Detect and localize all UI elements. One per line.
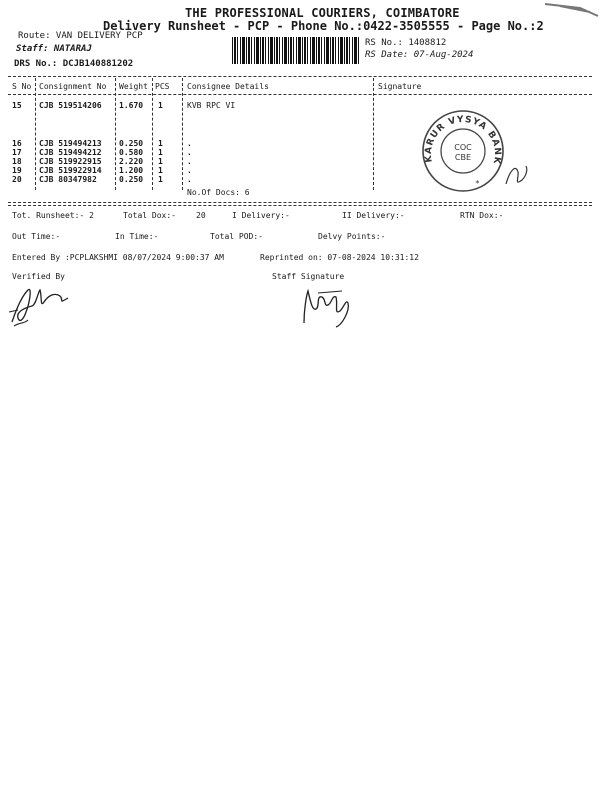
table-row-weight: 1.200 — [119, 166, 144, 175]
table-top-rule — [8, 76, 592, 77]
staff-label: Staff: NATARAJ — [16, 44, 92, 54]
table-row-pcs: 1 — [158, 175, 163, 184]
table-row-weight: 0.250 — [119, 175, 144, 184]
col-header-consignee: Consignee Details — [187, 82, 269, 91]
rs-date: RS Date: 07-Aug-2024 — [365, 50, 474, 60]
table-row-weight: 0.250 — [119, 139, 144, 148]
table-row-sno: 15 — [12, 101, 22, 110]
table-row-pcs: 1 — [158, 139, 163, 148]
table-row-pcs: 1 — [158, 148, 163, 157]
stamp-line1: COC — [454, 143, 472, 152]
table-row-weight: 0.580 — [119, 148, 144, 157]
col-header-weight: Weight — [119, 82, 148, 91]
tot-runsheet: Tot. Runsheet:- 2 — [12, 211, 94, 220]
corner-mark — [540, 0, 600, 22]
col-divider — [35, 78, 36, 190]
table-row-sno: 16 — [12, 139, 22, 148]
entered-by: Entered By :PCPLAKSHMI 08/07/2024 9:00:37 AM — [12, 253, 224, 262]
table-row-consignee: . — [187, 175, 192, 184]
table-row-consignment: CJB 80347982 — [39, 175, 97, 184]
col-divider — [182, 78, 183, 190]
in-time: In Time:- — [115, 232, 159, 241]
table-row-consignee: . — [187, 166, 192, 175]
verifier-signature — [6, 282, 76, 330]
table-header-rule — [8, 94, 592, 95]
table-row-sno: 17 — [12, 148, 22, 157]
table-row-consignment: CJB 519514206 — [39, 101, 102, 110]
total-dox-value: 20 — [196, 211, 206, 220]
table-row-weight: 1.670 — [119, 101, 144, 110]
table-row-sno: 19 — [12, 166, 22, 175]
table-row-pcs: 1 — [158, 101, 163, 110]
totals-top-rule — [8, 202, 592, 203]
table-row-consignment: CJB 519494213 — [39, 139, 102, 148]
table-row-consignment: CJB 519494212 — [39, 148, 102, 157]
totals-top-rule-2 — [8, 205, 592, 206]
table-row-consignee: . — [187, 139, 192, 148]
total-pod: Total POD:- — [210, 232, 263, 241]
col-divider — [373, 78, 374, 190]
i-delivery: I Delivery:- — [232, 211, 290, 220]
ii-delivery: II Delivery:- — [342, 211, 405, 220]
table-row-consignee: . — [187, 157, 192, 166]
table-row-consignment: CJB 519922915 — [39, 157, 102, 166]
staff-signature-label: Staff Signature — [272, 272, 345, 281]
reprinted-on: Reprinted on: 07-08-2024 10:31:12 — [260, 253, 419, 262]
table-row-sno: 18 — [12, 157, 22, 166]
total-dox-label: Total Dox:- — [123, 211, 176, 220]
table-row-consignee: KVB RPC VI — [187, 101, 236, 110]
delvy-points: Delvy Points:- — [318, 232, 386, 241]
drs-number: DRS No.: DCJB140881202 — [14, 59, 134, 69]
rtn-dox: RTN Dox:- — [460, 211, 504, 220]
col-header-consignment: Consignment No — [39, 82, 107, 91]
table-row-pcs: 1 — [158, 157, 163, 166]
col-divider — [115, 78, 116, 190]
staff-signature — [298, 285, 358, 330]
table-row-consignment: CJB 519922914 — [39, 166, 102, 175]
route-label: Route: VAN DELIVERY PCP — [18, 31, 143, 41]
company-name: THE PROFESSIONAL COURIERS, COIMBATORE — [185, 6, 460, 20]
stamp-line2: CBE — [454, 153, 472, 162]
table-row-sno: 20 — [12, 175, 22, 184]
rs-number: RS No.: 1408812 — [365, 38, 447, 48]
runsheet-title: Delivery Runsheet - PCP - Phone No.:0422-3505555 - Page No.:2 — [103, 19, 544, 33]
col-header-signature: Signature — [378, 82, 422, 91]
col-header-sno: S No — [12, 82, 32, 91]
svg-text:*: * — [475, 179, 480, 188]
table-row-weight: 2.220 — [119, 157, 144, 166]
col-divider — [152, 78, 153, 190]
col-header-pcs: PCS — [155, 82, 170, 91]
out-time: Out Time:- — [12, 232, 61, 241]
stamp-initials — [502, 160, 532, 190]
verified-by-label: Verified By — [12, 272, 65, 281]
table-row-pcs: 1 — [158, 166, 163, 175]
bank-stamp — [420, 108, 506, 194]
barcode — [232, 37, 360, 64]
no-of-docs: No.Of Docs: 6 — [187, 188, 250, 197]
table-row-consignee: . — [187, 148, 192, 157]
stamp-bank-name: KARUR VYSYA BANK — [423, 114, 503, 166]
